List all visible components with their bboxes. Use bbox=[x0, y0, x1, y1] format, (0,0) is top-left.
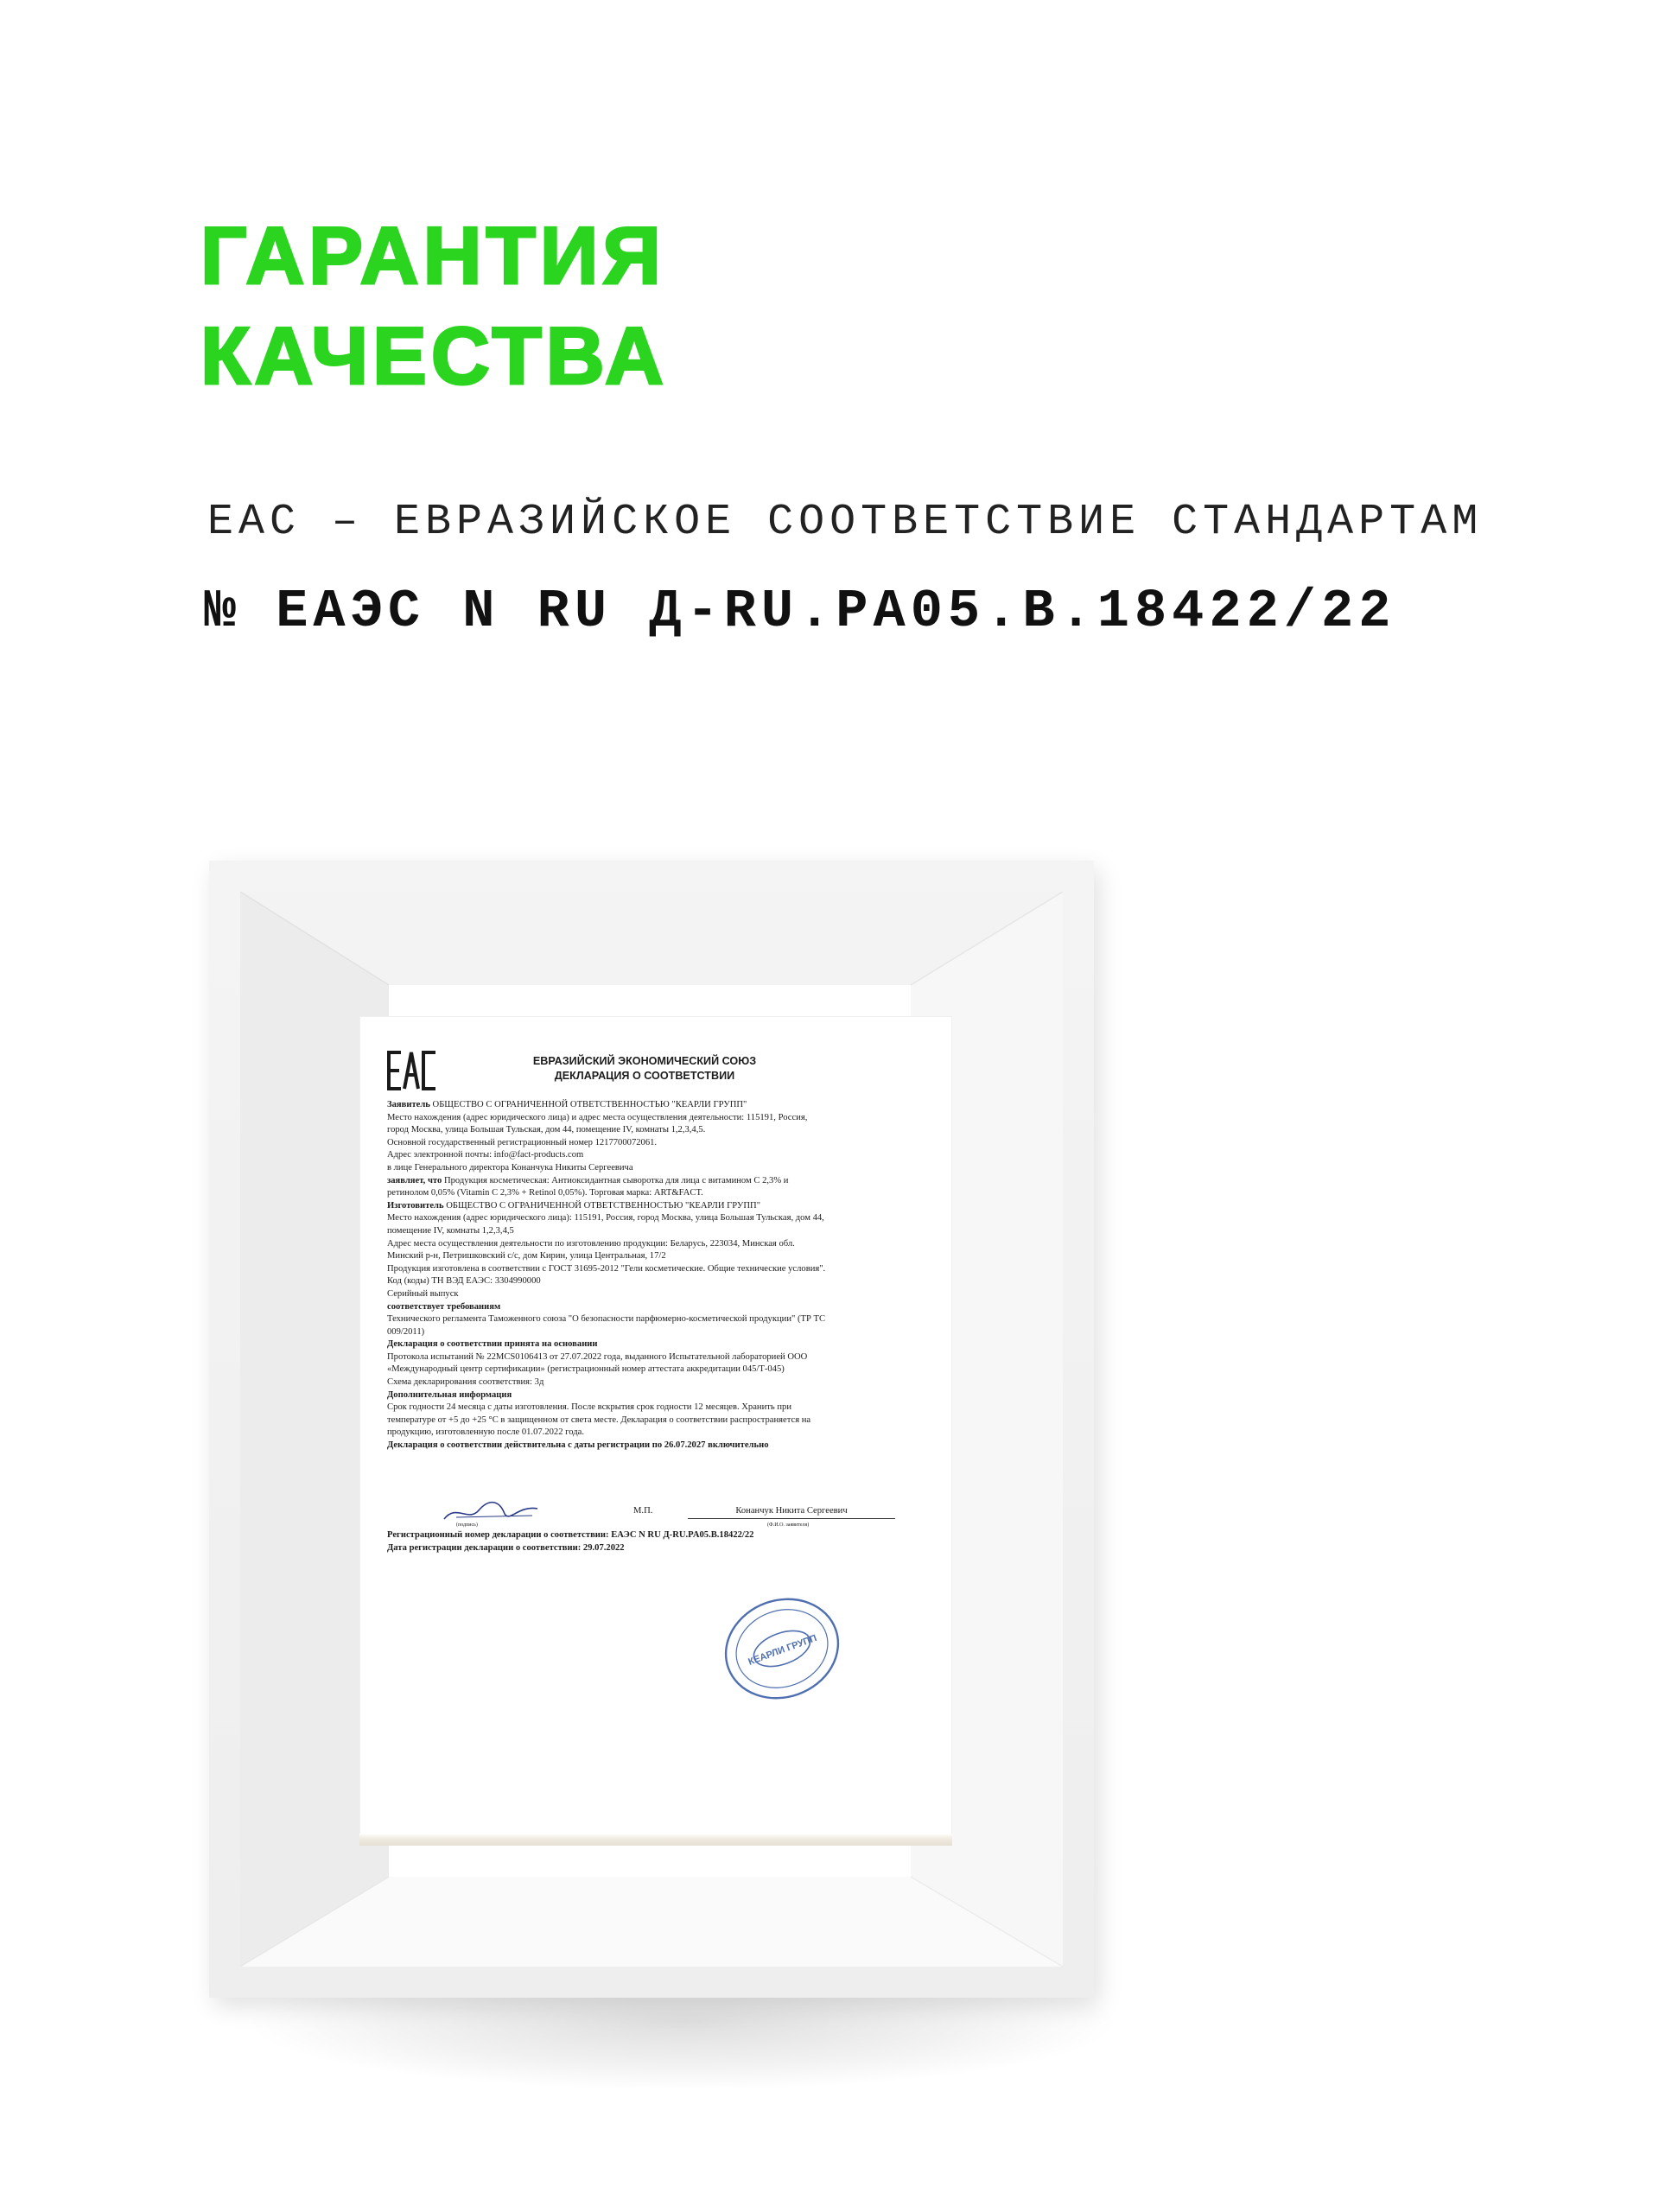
document-line-text: Схема декларирования соответствия: 3д bbox=[387, 1377, 544, 1388]
registration-number: Регистрационный номер декларации о соответствии: ЕАЭС N RU Д-RU.PA05.B.18422/22 bbox=[387, 1530, 754, 1540]
document-line-label: Дополнительная информация bbox=[387, 1389, 512, 1400]
document-line bbox=[387, 1162, 914, 1175]
document-line-text: ОБЩЕСТВО С ОГРАНИЧЕННОЙ ОТВЕТСТВЕННОСТЬЮ "КЕАРЛИ ГРУПП" bbox=[443, 1200, 761, 1211]
signature-scribble-icon bbox=[439, 1497, 543, 1528]
declaration-number bbox=[204, 581, 1395, 642]
eac-logo-icon bbox=[385, 1049, 439, 1092]
document-line bbox=[387, 1363, 914, 1376]
document-line bbox=[387, 1313, 914, 1326]
page-title bbox=[200, 206, 668, 406]
document-line-text: Срок годности 24 месяца с даты изготовления. После вскрытия срок годности 12 месяцев. Хранить при bbox=[387, 1402, 792, 1413]
document-line bbox=[387, 1212, 914, 1225]
document-line bbox=[387, 1326, 914, 1339]
document-line bbox=[387, 1112, 914, 1125]
document-line-label: Декларация о соответствии действительна с даты регистрации по 26.07.2027 включительно bbox=[387, 1440, 769, 1451]
document-line-text: Адрес места осуществления деятельности по изготовлению продукции: Беларусь, 223034, Минская обл. bbox=[387, 1238, 795, 1249]
document-line-text: «Международный центр сертификации» (регистрационный номер аттестата аккредитации 045/Т-045) bbox=[387, 1364, 785, 1375]
signature-row bbox=[387, 1497, 914, 1531]
eac-subtitle: EAC – ЕВРАЗИЙСКОЕ СООТВЕТСТВИЕ СТАНДАРТАМ bbox=[207, 498, 1484, 547]
document-line-text: в лице Генерального директора Конанчука Никиты Сергеевича bbox=[387, 1162, 633, 1173]
document-line bbox=[387, 1099, 914, 1112]
document-line-text: помещение IV, комнаты 1,2,3,4,5 bbox=[387, 1225, 514, 1236]
document-line bbox=[387, 1124, 914, 1137]
header-union: ЕВРАЗИЙСКИЙ ЭКОНОМИЧЕСКИЙ СОЮЗ bbox=[532, 1055, 757, 1067]
document-line-text: Минский р-н, Петришковский с/с, дом Кирин, улица Центральная, 17/2 bbox=[387, 1251, 666, 1262]
document-line-text: Протокола испытаний № 22MCS0106413 от 27.07.2022 года, выданного Испытательной лабораторией ООО bbox=[387, 1351, 808, 1362]
document-line-text: Технического регламента Таможенного союза "О безопасности парфюмерно-косметической продукции" (ТР ТС bbox=[387, 1314, 826, 1325]
document-line bbox=[387, 1149, 914, 1162]
document-line bbox=[387, 1338, 914, 1351]
document-line bbox=[387, 1137, 914, 1150]
document-line bbox=[387, 1414, 914, 1427]
document-header bbox=[489, 1054, 800, 1084]
document-line bbox=[387, 1376, 914, 1389]
number-sign: № bbox=[204, 581, 242, 642]
document-line-text: температуре от +5 до +25 °С в защищенном от света месте. Декларация о соответствии распространяется на bbox=[387, 1414, 811, 1425]
document-line bbox=[387, 1288, 914, 1301]
title-line-2: КАЧЕСТВА bbox=[200, 310, 668, 401]
document-line bbox=[387, 1225, 914, 1238]
document-line-text: город Москва, улица Большая Тульская, дом 44, помещение IV, комнаты 1,2,3,4,5. bbox=[387, 1125, 706, 1135]
document-line bbox=[387, 1238, 914, 1251]
document-line bbox=[387, 1427, 914, 1440]
document-line-text: Продукция изготовлена в соответствии с ГОСТ 31695-2012 "Гели косметические. Общие технические условия". bbox=[387, 1263, 826, 1274]
seal-place-label: М.П. bbox=[633, 1506, 653, 1516]
document-line-text: Место нахождения (адрес юридического лица) и адрес места осуществления деятельности: 115191, Россия, bbox=[387, 1112, 808, 1122]
document-line-text: Код (коды) ТН ВЭД ЕАЭС: 3304990000 bbox=[387, 1276, 541, 1287]
document-line-text: ретинолом 0,05% (Vitamin C 2,3% + Retinol 0,05%). Торговая марка: ART&FACT. bbox=[387, 1188, 703, 1198]
document-line bbox=[387, 1440, 914, 1452]
document-line bbox=[387, 1175, 914, 1188]
document-line-label: соответствует требованиям bbox=[387, 1301, 501, 1312]
document-line-text: Продукция косметическая: Антиоксидантная сыворотка для лица с витамином С 2,3% и bbox=[442, 1175, 789, 1185]
document-line bbox=[387, 1402, 914, 1414]
document-line bbox=[387, 1275, 914, 1288]
signer-caption: (Ф.И.О. заявителя) bbox=[767, 1522, 810, 1528]
declaration-document bbox=[359, 1016, 952, 1846]
document-line bbox=[387, 1263, 914, 1276]
document-body bbox=[387, 1099, 914, 1452]
document-line bbox=[387, 1351, 914, 1364]
signer-name: Конанчук Никита Сергеевич bbox=[688, 1505, 895, 1519]
document-line bbox=[387, 1389, 914, 1402]
document-line bbox=[387, 1301, 914, 1314]
document-line bbox=[387, 1187, 914, 1200]
document-line-text: Основной государственный регистрационный номер 1217700072061. bbox=[387, 1137, 658, 1147]
document-line-text: ОБЩЕСТВО С ОГРАНИЧЕННОЙ ОТВЕТСТВЕННОСТЬЮ "КЕАРЛИ ГРУПП" bbox=[429, 1100, 747, 1109]
document-line-text: продукцию, изготовленную после 01.07.2022 года. bbox=[387, 1427, 584, 1438]
document-line bbox=[387, 1200, 914, 1213]
registration-date: Дата регистрации декларации о соответствии: 29.07.2022 bbox=[387, 1542, 625, 1553]
registration-block bbox=[387, 1529, 914, 1554]
stamp-text: КЕАРЛИ ГРУПП bbox=[747, 1632, 818, 1668]
document-line-text: 009/2011) bbox=[387, 1326, 425, 1337]
document-line-label: Изготовитель bbox=[387, 1200, 444, 1211]
paper-edge bbox=[359, 1834, 952, 1846]
title-line-1: ГАРАНТИЯ bbox=[200, 210, 665, 301]
document-line-text: Место нахождения (адрес юридического лица): 115191, Россия, город Москва, улица Большая Тульская, дом 44, bbox=[387, 1213, 824, 1224]
document-line bbox=[387, 1250, 914, 1263]
document-line-text: Адрес электронной почты: info@fact-products.com bbox=[387, 1150, 584, 1160]
document-line-label: Заявитель bbox=[387, 1100, 430, 1109]
company-stamp-icon bbox=[718, 1592, 846, 1706]
signature-caption: (подпись) bbox=[456, 1522, 478, 1528]
document-line-text: Серийный выпуск bbox=[387, 1288, 459, 1299]
declaration-number-value: ЕАЭС N RU Д-RU.PA05.B.18422/22 bbox=[276, 581, 1396, 642]
header-declaration: ДЕКЛАРАЦИЯ О СООТВЕТСТВИИ bbox=[554, 1070, 735, 1082]
document-line-label: заявляет, что bbox=[387, 1175, 442, 1185]
document-line-label: Декларация о соответствии принята на основании bbox=[387, 1339, 598, 1350]
